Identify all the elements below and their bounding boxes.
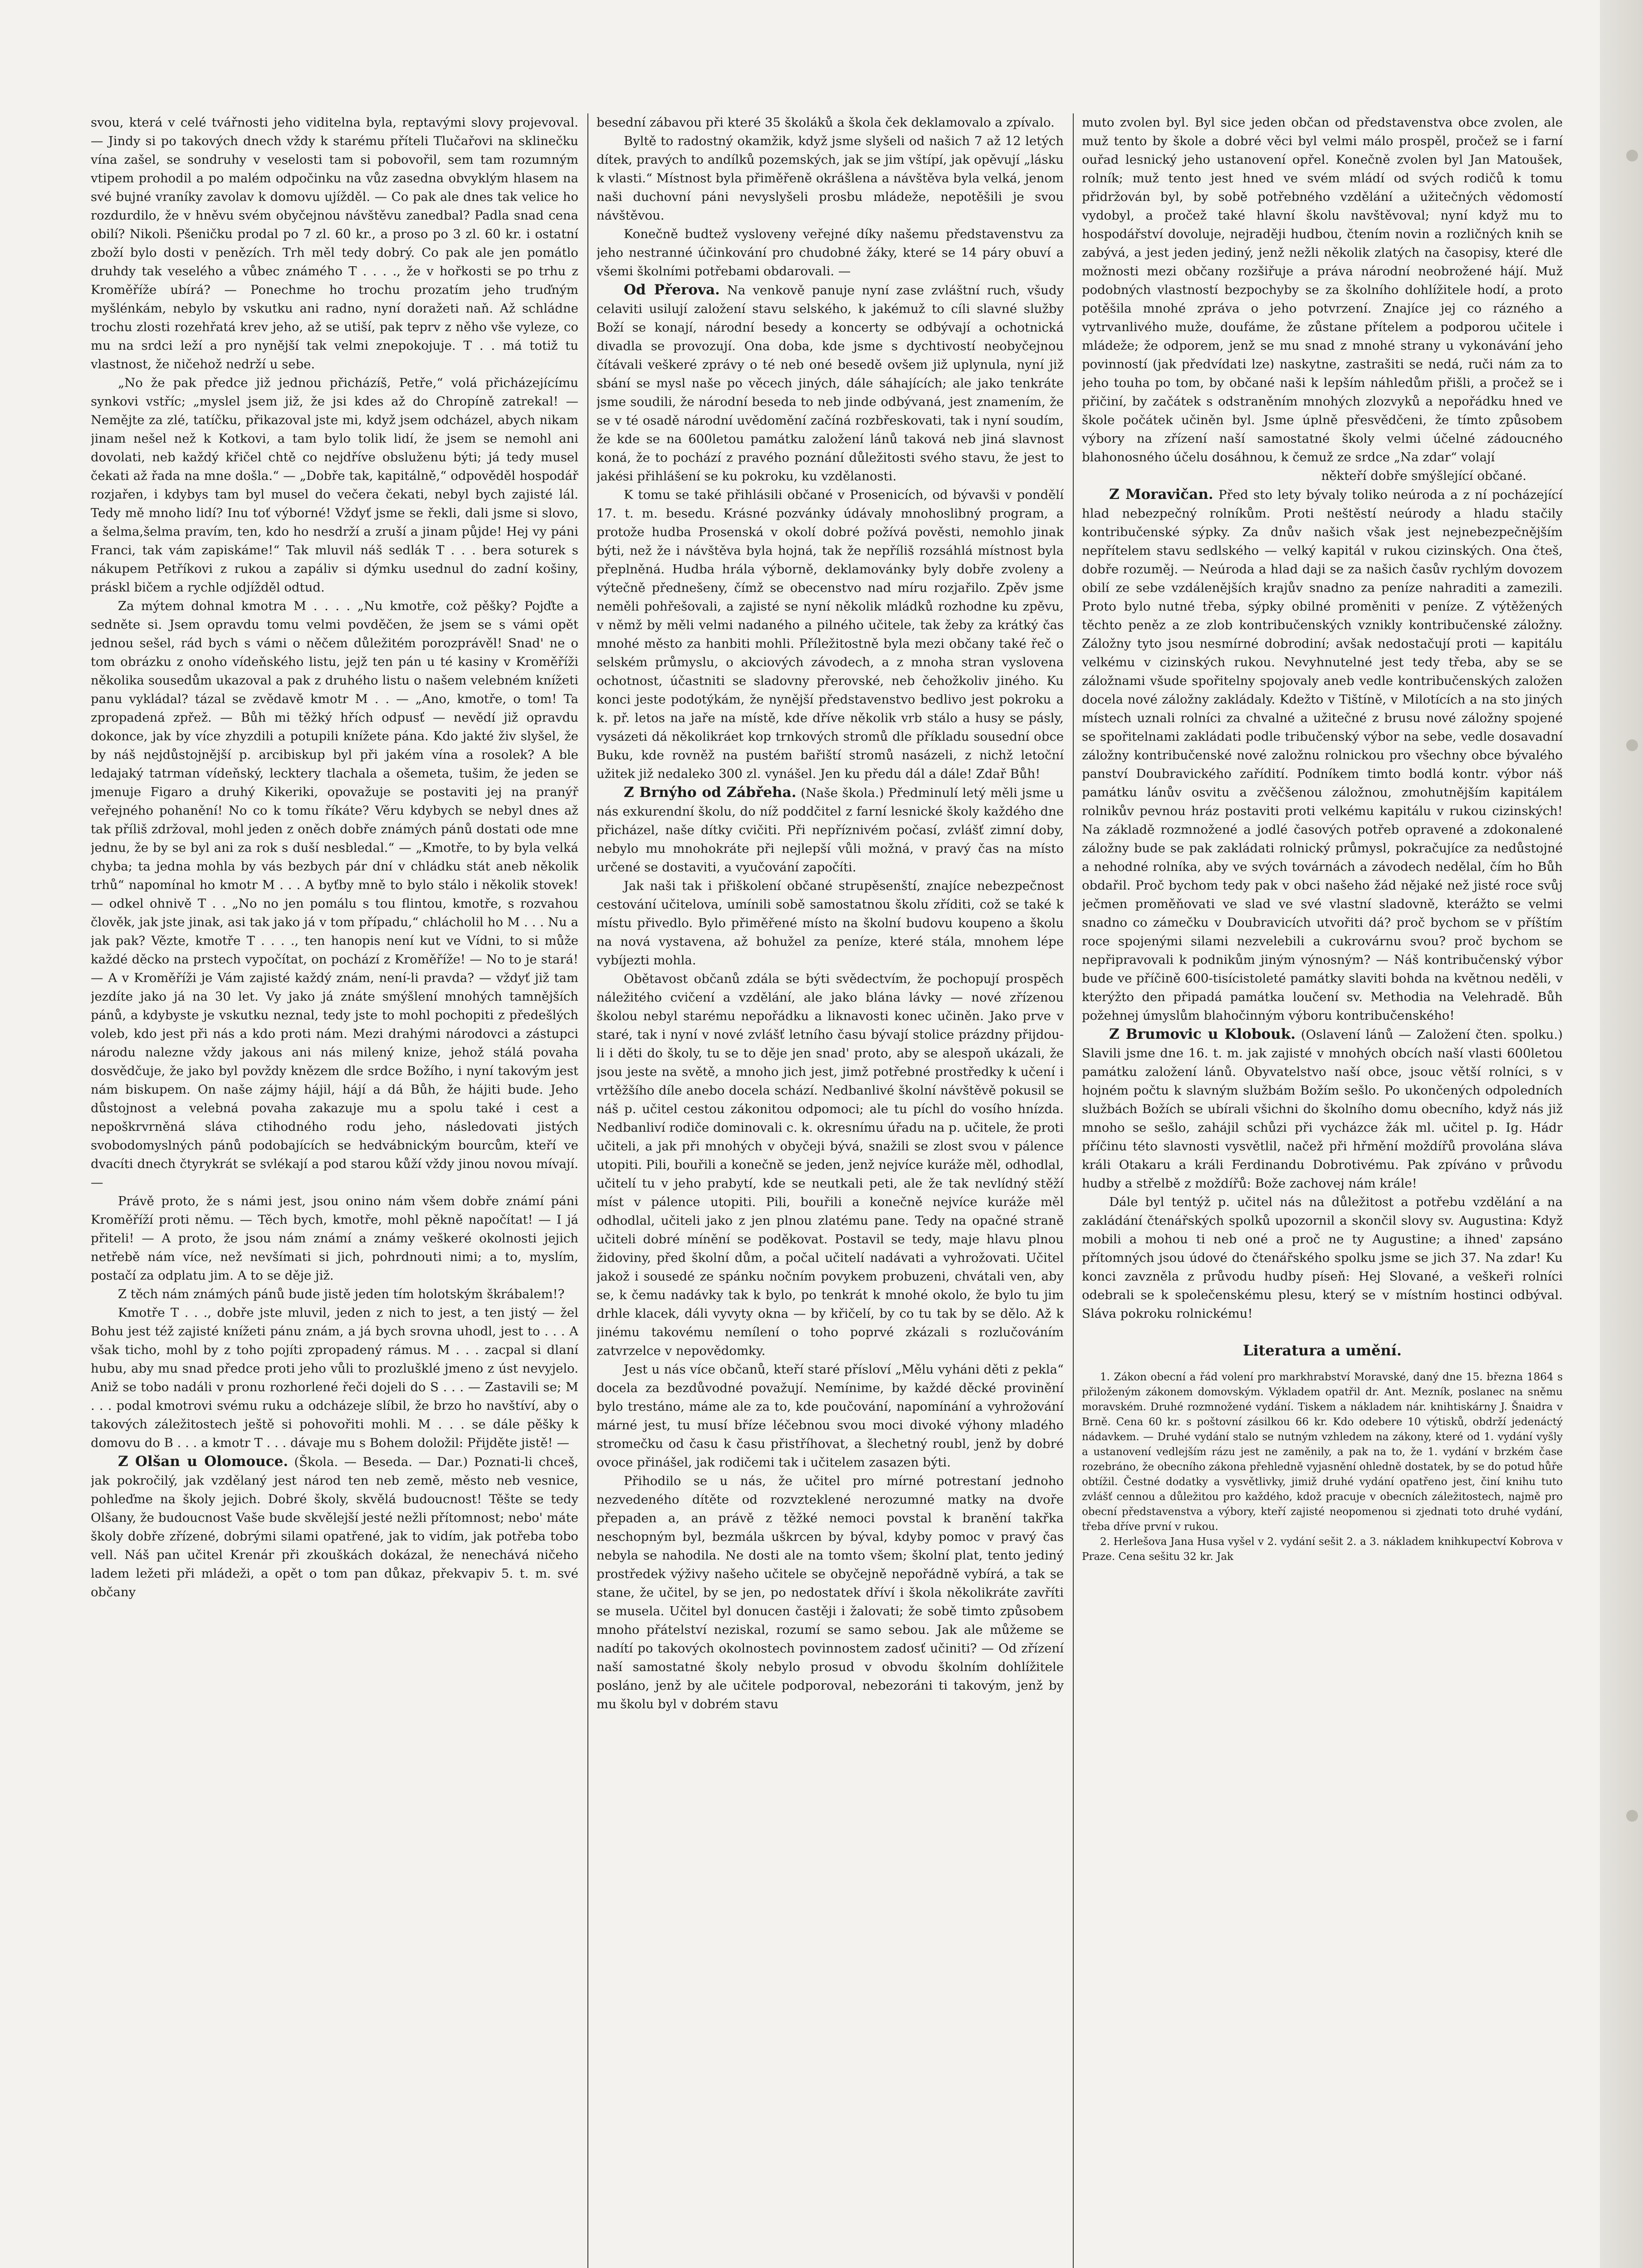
binding-hole (1626, 150, 1638, 161)
page-edge-shadow (1600, 0, 1643, 2268)
article-paragraph: Z těch nám známých pánů bude jistě jeden tím holotským škrábalem!? (118, 1287, 565, 1301)
moravican-heading: Z Moravičan. (1109, 486, 1213, 503)
brny-text: (Naše škola.) Předminulí letý měli jsme u nás exkurendní školu, do níž poddčitel z farní lesnické školy každého dne přicházel, naše dítky cvičiti. Při nepříznivém počasí, zvlášť zimní doby, nebylo mu mnohokráte při nejlepší vůli možná, v pravý čas na místo určené se dostaviti, a vyučování započíti. (597, 786, 1064, 875)
brny-article (597, 783, 1064, 877)
literature-item: 2. Herlešova Jana Husa vyšel v 2. vydání sešit 2. a 3. nákladem knihkupectví Kobrova v Praze. Cena sešitu 32 kr. Jak (1082, 1536, 1563, 1563)
article-paragraph: besední zábavou při které 35 školáků a škola ček deklamovalo a zpívalo. (597, 115, 1055, 130)
olsan-heading: Z Olšan u Olomouce. (118, 1453, 289, 1470)
column-left (91, 113, 578, 2268)
article-paragraph: Za mýtem dohnal kmotra M . . . . „Nu kmotře, což pěšky? Pojďte a sedněte si. Jsem opravdu tomu velmi povděčen, že jsem se s vámi opět jednou sešel, rád bych s vámi o něčem důležitém porozprávěl! Snad' ne o tom obrázku z onoho vídeňského listu, jejž ten pán u té kasiny v Kroměříži několika sousedům ukazoval a pak z druhého listu o našem velebném knížeti panu vykládal? tázal se zvědavě kmotr M . . — „Ano, kmotře, o tom! Ta zpropadená zpřež. — Bůh mi těžký hřích odpusť — nevědí již opravdu dokonce, jak by více zhyzdili a potupili knížete pána. Kdo jakté živ slyšel, že by náš nejdůstojnější p. arcibiskup byl při jakém vína a rosolek? A ble ledajaký tatrman vídeňský, lecktery tlachala a ošemeta, tušim, že jeden se jmenuje Figaro a druhý Kikeriki, opovažuje se postaviti jej na pranýř veřejného pohanění! No co k tomu říkáte? Věru kdybych se nebyl dnes až tak příliš zdržoval, mohl jeden z oněch dobře známých pánů dostati ode mne jednu, že by se byl ani za rok s duší nesbledal.“ — „Kmotře, to by byla velká chyba; ta jedna mohla by vás bezbych pár dní v chládku stát aneb několik trhů“ napomínal ho kmotr M . . . A byťby mně to bylo stálo i několik stovek! — odkel ohnivě T . . „No no jen pomálu s tou flintou, kmotře, s rozvahou člověk, jak jste jinak, asi tak jako já v tom případu,“ chlácholil ho M . . . Nu a jak pak? Vězte, kmotře T . . . ., ten hanopis není kut ve Vídni, to si může každé děcko na prstech vypočítat, on pochází z Kroměříže! — No to je stará! — A v Kroměříži je Vám zajisté každý znám, není-li pravda? — vždyť již tam jezdíte jako já na 30 let. Vy jako já znáte smýšlení mnohých tamnějších pánů, a kdybyste je vskutku neznal, tedy jste to mohl pochopiti z předešlých voleb, kdo jest při nás a kdo proti nám. Mezi drahými národovci a zástupci národu nalezne vždy jakous ani nás milený knize, jehož stálá povaha dosvědčuje, že jako byl povždy knězem dle srdce Božího, i nyní takovým jest nám biskupem. On naše zájmy hájil, hájí a dá Bůh, že hájiti bude. Jeho důstojnost a velebná povaha zakazuje mu a spolu také i cest a nepoškrvrněná sláva ctihodného rodu jeho, následovati jistých svobodomyslných pánů podobajících se hedvábnickým bourcům, kteří ve dvacíti dnech čtyrykrát se svlékají a pod starou kůží vždy jinou novou mívají. — (91, 599, 578, 1190)
brumovice-article (1082, 1025, 1563, 1193)
literature-section (1082, 1370, 1563, 1564)
prerov-heading: Od Přerova. (624, 282, 720, 298)
article-paragraph: „No že pak předce již jednou přicházíš, Petře,“ volá přicházejícímu synkovi vstříc; „myslel jsem již, že jsi kdes až do Chropíně zatrekal! — Nemějte za zlé, tatíčku, přikazoval jste mi, když jsem odcházel, abych nikam jinam nešel než k Kotkovi, a tam bylo tolik lidí, že jsem se nemohl ani dovolati, neb každý křičel chtě co nejdříve obsluženu býti; já tedy musel čekati až řada na mne došla.“ — „Dobře tak, kapitálně,“ odpověděl hospodář rozjařen, i kdybys tam byl musel do večera čekati, nebyl bych zajisté lál. Tedy mě mnoho lidí? Inu toť výborné! Vždyť jsme se řekli, dali jsme si slovo, a šelma,šelma pravím, ten, kdo ho nesdrží a zruší a jinam půjde! Hej vy páni Franci, tak vám zapiskáme!“ Tak mluvil náš sedlák T . . . bera soturek s nákupem Petříkovi z rukou a zapáliv si dýmku usednul do zadní košiny, práskl bičem a rychle odjížděl odtud. (91, 376, 578, 595)
column-rule (587, 113, 588, 2268)
column-middle (597, 113, 1064, 2268)
article-paragraph: Dále byl tentýž p. učitel nás na důležitost a potřebu vzdělání a na zakládání čtenářských spolků upozornil a skončil slovy sv. Augustina: Když mobili a mohou ti neb oné a proč ne ty Augustine; a ihned' zapsáno přítomných jsou údové do čtenářského spolku jsme se jich 37. Na zdar! Ku konci zavzněla z průvodu hudby píseň: Hej Slované, a veškeři rolníci odebrali se k společenskému plesu, který se v místním hostinci odbýval. Sláva pokroku rolnickému! (1082, 1195, 1563, 1321)
article-paragraph: Byltě to radostný okamžik, když jsme slyšeli od našich 7 až 12 letých dítek, pravých to andílků pozemských, jak se jim vštípí, jak opěvují „lásku k vlasti.“ Místnost byla přiměřeně okrášlena a návštěva byla velká, jenom naši duchovní páni nevyslyšeli prosbu mládeže, nepotěšili je svou návštěvou. (597, 134, 1064, 223)
article-paragraph: K tomu se také přihlásili občané v Prosenicích, od bývavši v pondělí 17. t. m. besedu. Krásné pozvánky údávaly mnohoslibný program, a protože hudba Prosenská v okolí dobré požívá pověsti, nemohlo jinak býti, než že i návštěva byla hojná, tak že nepříliš rozsáhlá místnost byla přeplněná. Hudba hrála výborně, deklamovánky byly dobře zvoleny a výtečně přednešeny, čímž se obecenstvo nad míru rozjařilo. Zpěv jsme neměli pohřešovali, a zajisté se nyní několik mládků rozhodne ku zpěvu, v němž by měli velmi nadaného a pilného učitele, tak žeby za krátký čas mnohé město za hanbiti mohli. Příležitostně byla mezi občany také řeč o selském průmyslu, o akciových závodech, a z mnoha stran vyslovena ochotnost, účastniti se sladovny přerovské, neb čehožkoliv jiného. Ku konci jeste podotýkám, že nynější představenstvo bedlivo jest pokroku a k. př. letos na jaře na místě, kde dříve několik vrb stálo a husy se pásly, vysázeti dá několikráet kop trnkových stromů dle příkladu sousední obce Buku, kde rovněž na pustém bařiští stromů nasázeli, z nichž letoční užitek již nedaleko 300 zl. vynášel. Jen ku předu dál a dále! Zdař Bůh! (597, 488, 1064, 781)
binding-hole (1626, 739, 1638, 751)
signature: někteří dobře smýšlející občané. (1321, 469, 1526, 483)
moravican-text: Před sto lety bývaly toliko neúroda a z ní pocházející hlad nebezpečný rolníkům. Proti neštěstí neúrody a hladu stačily kontribučenské sýpky. Za dnův našich však jest nejnebezpečnějším nepřítelem stavu sedlského — velký kapitál v rukou cizinských. Ona čteš, dobře rozuměj. — Neúroda a hlad daji se za našich časův rychlým dovozem obilí ze sebe vzdálenějších krajův snadno za peníze nahraditi a zamezili. Proto bylo nutné třeba, sýpky obilné proměniti v peníze. Z výtěžených těchto peněz a ze zlob kontribučenských vznikly kontribučenské záložny. Záložny tyto jsou nesmírné dobrodiní; avšak nedostačují proti — kapitálu velkému v cizinských rukou. Nevyhnutelné jest tedy třeba, aby se se záložnami všude spořitelny spojovaly aneb vedle kontribučenských založen docela nové záložny zakládaly. Kdežto v Tištíně, v Milotících a na sto jiných místech uznali rolníci za chvalné a užitečné z brusu nové záložny spojené se spořitelnami zakládati podle tribučenský výbor na sebe, vedle dosavadní záložny kontribučenské nové založnu rolnickou pro všechny obce bývalého panství Doubravického zařídití. Podníkem timto bodlá kontr. výbor náš památku lánův osvitu a zvěčšenou záložnou, zmohutnějším kapitálem rolnikův pevnou hráz postaviti proti velkému kapitálu v rukou cizinských! Na základě rozmnožené a jodlé časových potřeb opravené a zdokonalené záložny bude se pak zakládati rolnický průmysl, pokračujíce za nedůstojné a nehodné rolníka, aby ve svých továrnách a závodech nedělal, čím ho Bůh obdařil. Proč bychom tedy pak v obci našeho žád nějaké než jisté roce svůj ječmen proměňovati ve slad ve své vlastní sladovně, kterážto se velmi snadno co zámečku v Doubravicích utvořiti dá? proč bychom se v příštím roce spojenými silami nezvelebili a cukrovárnu svou? proč bychom se nepřipravovali k podnikům jiným výnosným? — Náš kontribučenský výbor bude ve příčině 600-tisícistoleté památky slaviti bohda na květnou neděli, v kterýžto den připadá památka loučení sv. Methodia na Velehradě. Bůh požehnej úmyslům blahočinným výboru kontribučenského! (1082, 488, 1563, 1023)
article-paragraph: Jest u nás více občanů, kteří staré přísloví „Mělu vyháni děti z pekla“ docela za bezdůvodné považují. Nemínime, by každé děcké provinění bylo trestáno, máme ale za to, kde poučování, napomínání a vyhrožování márné jest, tu musí bříze léčebnou svou moci divoké výhony mladého stromečku od času k času přistříhovat, a šlechetný roubl, jenž by dobré ovoce přinášel, jak rodičemi tak i učitelem zasazen býti. (597, 1362, 1064, 1470)
column-right (1082, 113, 1563, 2268)
article-paragraph: Obětavost občanů zdála se býti svědectvím, že pochopují prospěch náležitého cvičení a vzdělání, ale jako blána lávky — nové zřízenou školou nebyl starému nepořádku a liknavosti konec učiněn. Jako prve v staré, tak i nyní v nové zvlášť letního času bývají stolice prázdny přijdou-li i děti do školy, tu se to děje jen snad' proto, aby se alespoň ukázali, že jsou jeste na světě, a mnoho jich jest, jimž potřebné prostředky k učení i vrtěžšího díle anebo docela schází. Nedbanlivé školní návštěvě pokusil se náš p. učitel cestou zákonitou odpomoci; ale tu píchl do vosího hnízda. Nedbanliví rodiče dominovali c. k. okresnímu úřadu na p. učitele, že proti učiteli, a jak při mnohých v obyčeji bývá, snažili se zlost svou v pálence utopiti. Pili, bouřili a konečně se jeden, jenž nejvíce kuráže měl, odhodlal, učitelí tu v jeho prabytí, kde se neutkali peti, ale že tak nevlídný stěží míst v pálence utopiti. Pili, bouřili a konečně nejvíce kuráže měl odhodlal, učiteli jako z jen plnou zlatému pane. Tedy na opačné straně učiteli dobré mínění se poděkovat. Postavil se tedy, maje hlavu plnou židoviny, před školní dům, a počal učitelí nadávati a vyhrožovati. Učitel jakož i sousedé ze spánku nočním povykem probuzeni, chvátali ven, aby se, k čemu nadávky tak k bylo, po tenkrát k mnohé okolo, že bylo tu jim drhle klacek, dáli vyvyty okna — by křičelí, by co tu tak by se dělo. Až k jinému takovému nemílení o toho poprvé zkázali s rozlučováním zatvrzelce v nepovědomky. (597, 972, 1064, 1358)
article-paragraph: Jak naši tak i přiškolení občané strupěsenští, znajíce nebezpečnost cestování učitelova, umínili sobě samostatnou školu zříditi, což se také k místu přivedlo. Bylo přiměřené místo na školní budovu koupeno a školu na nová vystavena, až bohužel za peníze, které stála, mnohem lépe vybíjezti mohla. (597, 879, 1064, 968)
article-paragraph: svou, která v celé tvářnosti jeho viditelna byla, reptavými slovy projevoval. — Jindy si po takových dnech vždy k starému příteli Tlučařovi na sklinečku vína zašel, se sondruhy v veselosti tam si pobovořil, sem tam rozumným vtipem prohodil a po malém odpočinku na vůz zasedna obvyklým hlasem na své bujné vraníky zavolav k domovu ujížděl. — Co pak ale dnes tak velice ho rozdurdilo, že v hněvu svém obyčejnou návštěvu zanedbal? Padla snad cena obilí? Nikoli. Pšeničku prodal po 7 zl. 60 kr., a proso po 3 zl. 60 kr. i ostatní zboží bylo dosti v penězích. Trh měl tedy dobrý. Co pak ale jen pomátlo druhdy tak veselého a vůbec známého T . . . ., že v hořkosti se po trhu z Kroměříže ubírá? — Ponechme ho trochu prozatím jeho truďným myšlénkám, nebylo by vskutku ani radno, nyní doražeti naň. Až schládne trochu zlosti rozehřatá krev jeho, až se utiší, pak teprv z něho vše vyleze, co mu na srdci leží a pro nynější tak velmi znepokojuje. T . . má totiž tu vlastnost, že ničehož nedrží u sebe. (91, 115, 578, 371)
literature-section-title: Literatura a umění. (1242, 1342, 1402, 1359)
article-paragraph: muto zvolen byl. Byl sice jeden občan od představenstva obce zvolen, ale muž tento by škole a dobré věci byl velmi málo prospěl, pročež se i farní ouřad lesnický jeho ustanovení opřel. Konečně zvolen byl Jan Matoušek, rolník; muž tento jest hned ve svém mládí od svých rodičů k tomu přidržován byl, by sobě potřebného vzdělání a užitečných vědomostí vydobyl, a pročež také hlavní školu navštěvoval; nyní když mu to hospodářství dovoluje, nejraději hudbou, čtením novin a rozličných knih se zabývá, a jest jeden jediný, jenž nežli několik zlatých na časopisy, které dle možnosti mezi občany rozšiřuje a práva národní neobrožené hájí. Muž podobných vlastností bezpochyby se za školního dohlížitele hodí, a proto potěšila mnohé zpráva o jeho potvrzení. Znajíce jej co rázného a vytrvanlivého muže, doufáme, že zůstane přítelem a podporou učitele i mládeže; že odporem, jenž se mu snad z mnohé strany u vykonávání jeho povinností (jak předvídati lze) naskytne, zastrašiti se nedá, ruči nám za to jeho touha po tom, by občané naši k lepším náhledům přišli, a pročež se i přičiní, by začátek s odstraněním mnohých zlozvyků a nepořádku hned ve škole počátek učiněn byl. Jsme úplně přesvědčeni, že tímto způsobem výbory na zřízení naší samostatné školy velmi účelné zádoucného blahonosného účelu dosáhnou, k čemuž ze srdce „Na zdar“ volají (1082, 115, 1563, 464)
article-paragraph: Kmotře T . . ., dobře jste mluvil, jeden z nich to jest, a ten jistý — žel Bohu jest též zajisté knížeti pánu znám, a já bych srovna uhodl, jest to . . . A však ticho, mohl by z toho pojíti zpropadený rámus. M . . . zacpal si dlaní hubu, aby mu snad předce proti jeho vůli to prozlušklé jmeno z úst nevyjelo. Aniž se tobo nadáli v pronu rozhorlené řeči dojeli do S . . . — Zastavili se; M . . . podal kmotrovi svému ruku a odcházeje slíbil, že brzo ho navštíví, aby o takových záležitostech ještě si pohovořiti mohli. M . . . se dále pěšky k domovu do B . . . a kmotr T . . . dávaje mu s Bohem doložil: Přijděte jistě! — (91, 1305, 578, 1450)
brny-heading: Z Brnýho od Zábřeha. (624, 784, 797, 801)
olsan-article (91, 1452, 578, 1602)
moravican-article (1082, 485, 1563, 1025)
brumovice-heading: Z Brumovic u Klobouk. (1109, 1026, 1296, 1042)
literature-item: 1. Zákon obecní a řád volení pro markhrabství Moravské, daný dne 15. března 1864 s přiloženým zákonem domovským. Výkladem opatřil dr. Ant. Mezník, poslanec na sněmu moravském. Druhé rozmnožené vydání. Tiskem a nákladem nár. knihtiskárny J. Šnaidra v Brně. Cena 60 kr. s poštovní zásilkou 66 kr. Kdo odebere 10 výtisků, obdrží jedenáctý nádavkem. — Druhé vydání stalo se nutným vzhledem na zákony, které od 1. vydání vyšly a ustanovení vedlejším rázu jest ne zaměnily, a pak na to, že 1. vydání v brzkém čase rozebráno, že obecního zákona přehledně vyjasnění ohledně dostatek, by se do potud hůře obtížil. Čestné dodatky a vysvětlivky, jimiž druhé vydání opatřeno jest, činí knihu tuto zvlášť cennou a důležitou pro každého, kdož pracuje v obecních záležitostech, najmě pro obecní představenstva a výbory, kteří zajisté neopomenou si zjednati toto druhé vydání, třeba dříve první v rukou. (1082, 1371, 1563, 1533)
column-rule (1073, 113, 1074, 2268)
prerov-article (597, 281, 1064, 486)
article-paragraph: Právě proto, že s námi jest, jsou onino nám všem dobře známí páni Kroměříží proti němu. — Těch bych, kmotře, mohl pěkně napočítat! — I já přiteli! — A proto, že jsou nám známí a známy veškeré okolnosti jejich netřebě nám více, než nevšímati si jich, pohrdnouti nimi; a to, myslím, postačí za odplatu jim. A to se děje již. (91, 1194, 578, 1283)
prerov-text: Na venkově panuje nyní zase zvláštní ruch, všudy celaviti usilují založení stavu selského, k jakémuž to cíli slavné služby Boží se konají, národní besedy a koncerty se odbývají a ochotnická divadla se provozují. Ona doba, kde jsme s dychtivostí neobyčejnou čítávali veškeré zprávy o té neb oné besedě ovšem již uplynula, nyní již sbání se mysl naše po věcech jiných, dále sáhajících; ale jako tenkráte jsme soudili, že národní beseda to neb jinde odbývaná, jest znamením, že se v té osadě národní uvědomění začíná rozbřeskovati, tak i nyní soudím, že kde se na 600letou památku založení lánů taková neb jiná slavnost koná, že to pochází z pravého poznání důležitosti svého stavu, že jest to jakési přihlášení se ku pokroku, ku vzdělanosti. (597, 283, 1064, 484)
olsan-text: (Škola. — Beseda. — Dar.) Poznati-li chceš, jak pokročilý, jak vzdělaný jest národ ten neb země, město neb vesnice, pohleďme na školy jejich. Dobré školy, skvělá budoucnost! Těšte se tedy Olšany, že budoucnost Vaše bude skvělejší jesté nežli přítomnost; nebo' máte školy dobře zřízené, dobrými silami opatřené, jak to vidím, jak potřeba tobo vell. Náš pan učitel Krenár při zkouškách dokázal, že nenechává ničeho ladem ležeti při mládeži, a opět o tom pan důkaz, překvapiv 5. t. m. své občany (91, 1455, 578, 1599)
article-paragraph: Konečně budtež vysloveny veřejné díky našemu představenstvu za jeho nestranné účinkování pro chudobné žáky, které se 14 páry obuví a všemi školními potřebami obdarovali. — (597, 227, 1064, 279)
article-paragraph: Přihodilo se u nás, že učitel pro mírné potrestaní jednoho nezvedeného dítěte od rozvzteklené nerozumné matky na dvoře přepaden a, an právě z těžké nemoci povstal k branění takřka neschopným byl, bezmála uškrcen by býval, kdyby pomoc v pravý čas nebyla se nahodila. Ne dosti ale na tomto všem; školní plat, tento jediný prostředek výživy našeho učitele se obyčejně nepořádně vybírá, a tak se stane, že učitel, by se jen, po nedostatek dříví i škola několikráte zavříti se musela. Učitel byl donucen častěji i žalovati; že sobě timto způsobem mnoho přátelství neziskal, rozumí se samo sebou. Jak ale můžeme se nadítí po takových okolnostech povinnostem zadosť učiniti? — Od zřízení naší samostatné školy nebylo prosud v obvodu školním dohlížitele posláno, jenž by ale učitele podporoval, nebezoráni ti takovým, jenž by mu školu byl v dobrém stavu (597, 1474, 1064, 1711)
binding-hole (1626, 1810, 1638, 1822)
brumovice-text: (Oslavení lánů — Založení čten. spolku.) Slavili jsme dne 16. t. m. jak zajisté v mnohých obcích naší vlasti 600letou památku založení lánů. Obyvatelstvo naší obce, jsouc větší rolníci, s v hojném počtu k slavným službám Božím sešlo. Po ukončených odpoledních službách Božích se ubírali všichni do školního domu obecního, když nás již mnoho se sešlo, zahájil schůzi při vycházce žák ml. učitel p. Ig. Hádr příčinu této slavnosti vysvětlil, načež při hřmění moždířů provolána sláva králi Otakaru a králi Ferdinandu Dobrotivému. Pak zpíváno v průvodu hudby a střelbě z moždířů: Bože zachovej nám krále! (1082, 1027, 1563, 1191)
